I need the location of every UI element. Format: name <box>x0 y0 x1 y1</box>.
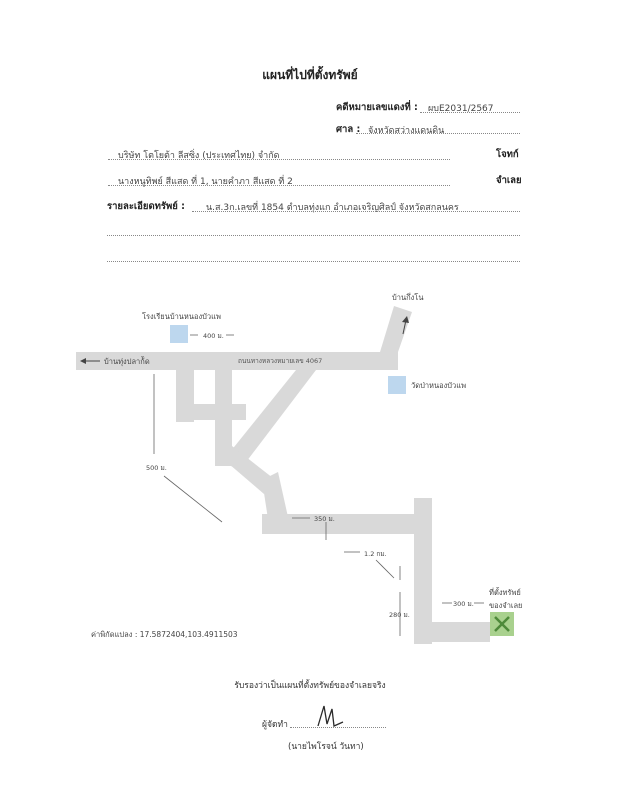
plaintiff-value: บริษัท โตโยต้า ลีสซิ่ง (ประเทศไทย) จำกัด <box>118 151 280 161</box>
case-number-value: ผบE2031/2567 <box>428 104 494 114</box>
school-distance-label: 400 ม. <box>203 332 224 340</box>
distance-1-2-label: 1.2 กม. <box>364 550 387 558</box>
highway-label: ถนนทางหลวงหมายเลข 4067 <box>238 357 323 365</box>
property-location-label-2: ของจำเลย <box>489 601 523 610</box>
temple-label: วัดป่าหนองบัวแพ <box>411 381 467 390</box>
property-details-label: รายละเอียดทรัพย์ : <box>107 201 185 212</box>
distance-500-label: 500 ม. <box>146 464 167 472</box>
distance-300-label: 300 ม. <box>453 600 474 608</box>
court-label: ศาล : <box>336 124 361 135</box>
defendant-value: นางหนูทิพย์ สีแสด ที่ 1, นายคำภา สีแสด ที่ 2 <box>118 177 293 187</box>
case-number-label: คดีหมายเลขแดงที่ : <box>336 102 418 113</box>
property-location-label-1: ที่ตั้งทรัพย์ <box>489 588 521 597</box>
court-value: จังหวัดสว่างแดนดิน <box>368 126 445 136</box>
signature-stroke <box>318 706 343 726</box>
west-village-label: บ้านทุ่งปลาก้ัด <box>104 357 150 366</box>
certification-text: รับรองว่าเป็นแผนที่ตั้งทรัพย์ของจำเลยจริง <box>234 681 386 691</box>
document-title: แผนที่ไปที่ตั้งทรัพย์ <box>262 68 358 82</box>
property-details-value: น.ส.3ก.เลขที่ 1854 ตำบลทุ่งแก อำเภอเจริญศิลป์ จังหวัดสกลนคร <box>206 203 459 213</box>
school-label: โรงเรียนบ้านหนองบัวแพ <box>142 312 221 321</box>
coordinates-label: ค่าพิกัดแปลง : 17.5872404,103.4911503 <box>91 630 238 639</box>
plaintiff-label: โจทก์ <box>496 149 519 160</box>
defendant-label: จำเลย <box>496 175 522 186</box>
distance-280-label: 280 ม. <box>389 611 410 619</box>
distance-350-label: 350 ม. <box>314 515 335 523</box>
north-village-label: บ้านกึ่งโน <box>392 293 424 302</box>
maker-name: (นายไพโรจน์ วันทา) <box>288 742 364 752</box>
maker-label: ผู้จัดทำ <box>262 720 288 730</box>
